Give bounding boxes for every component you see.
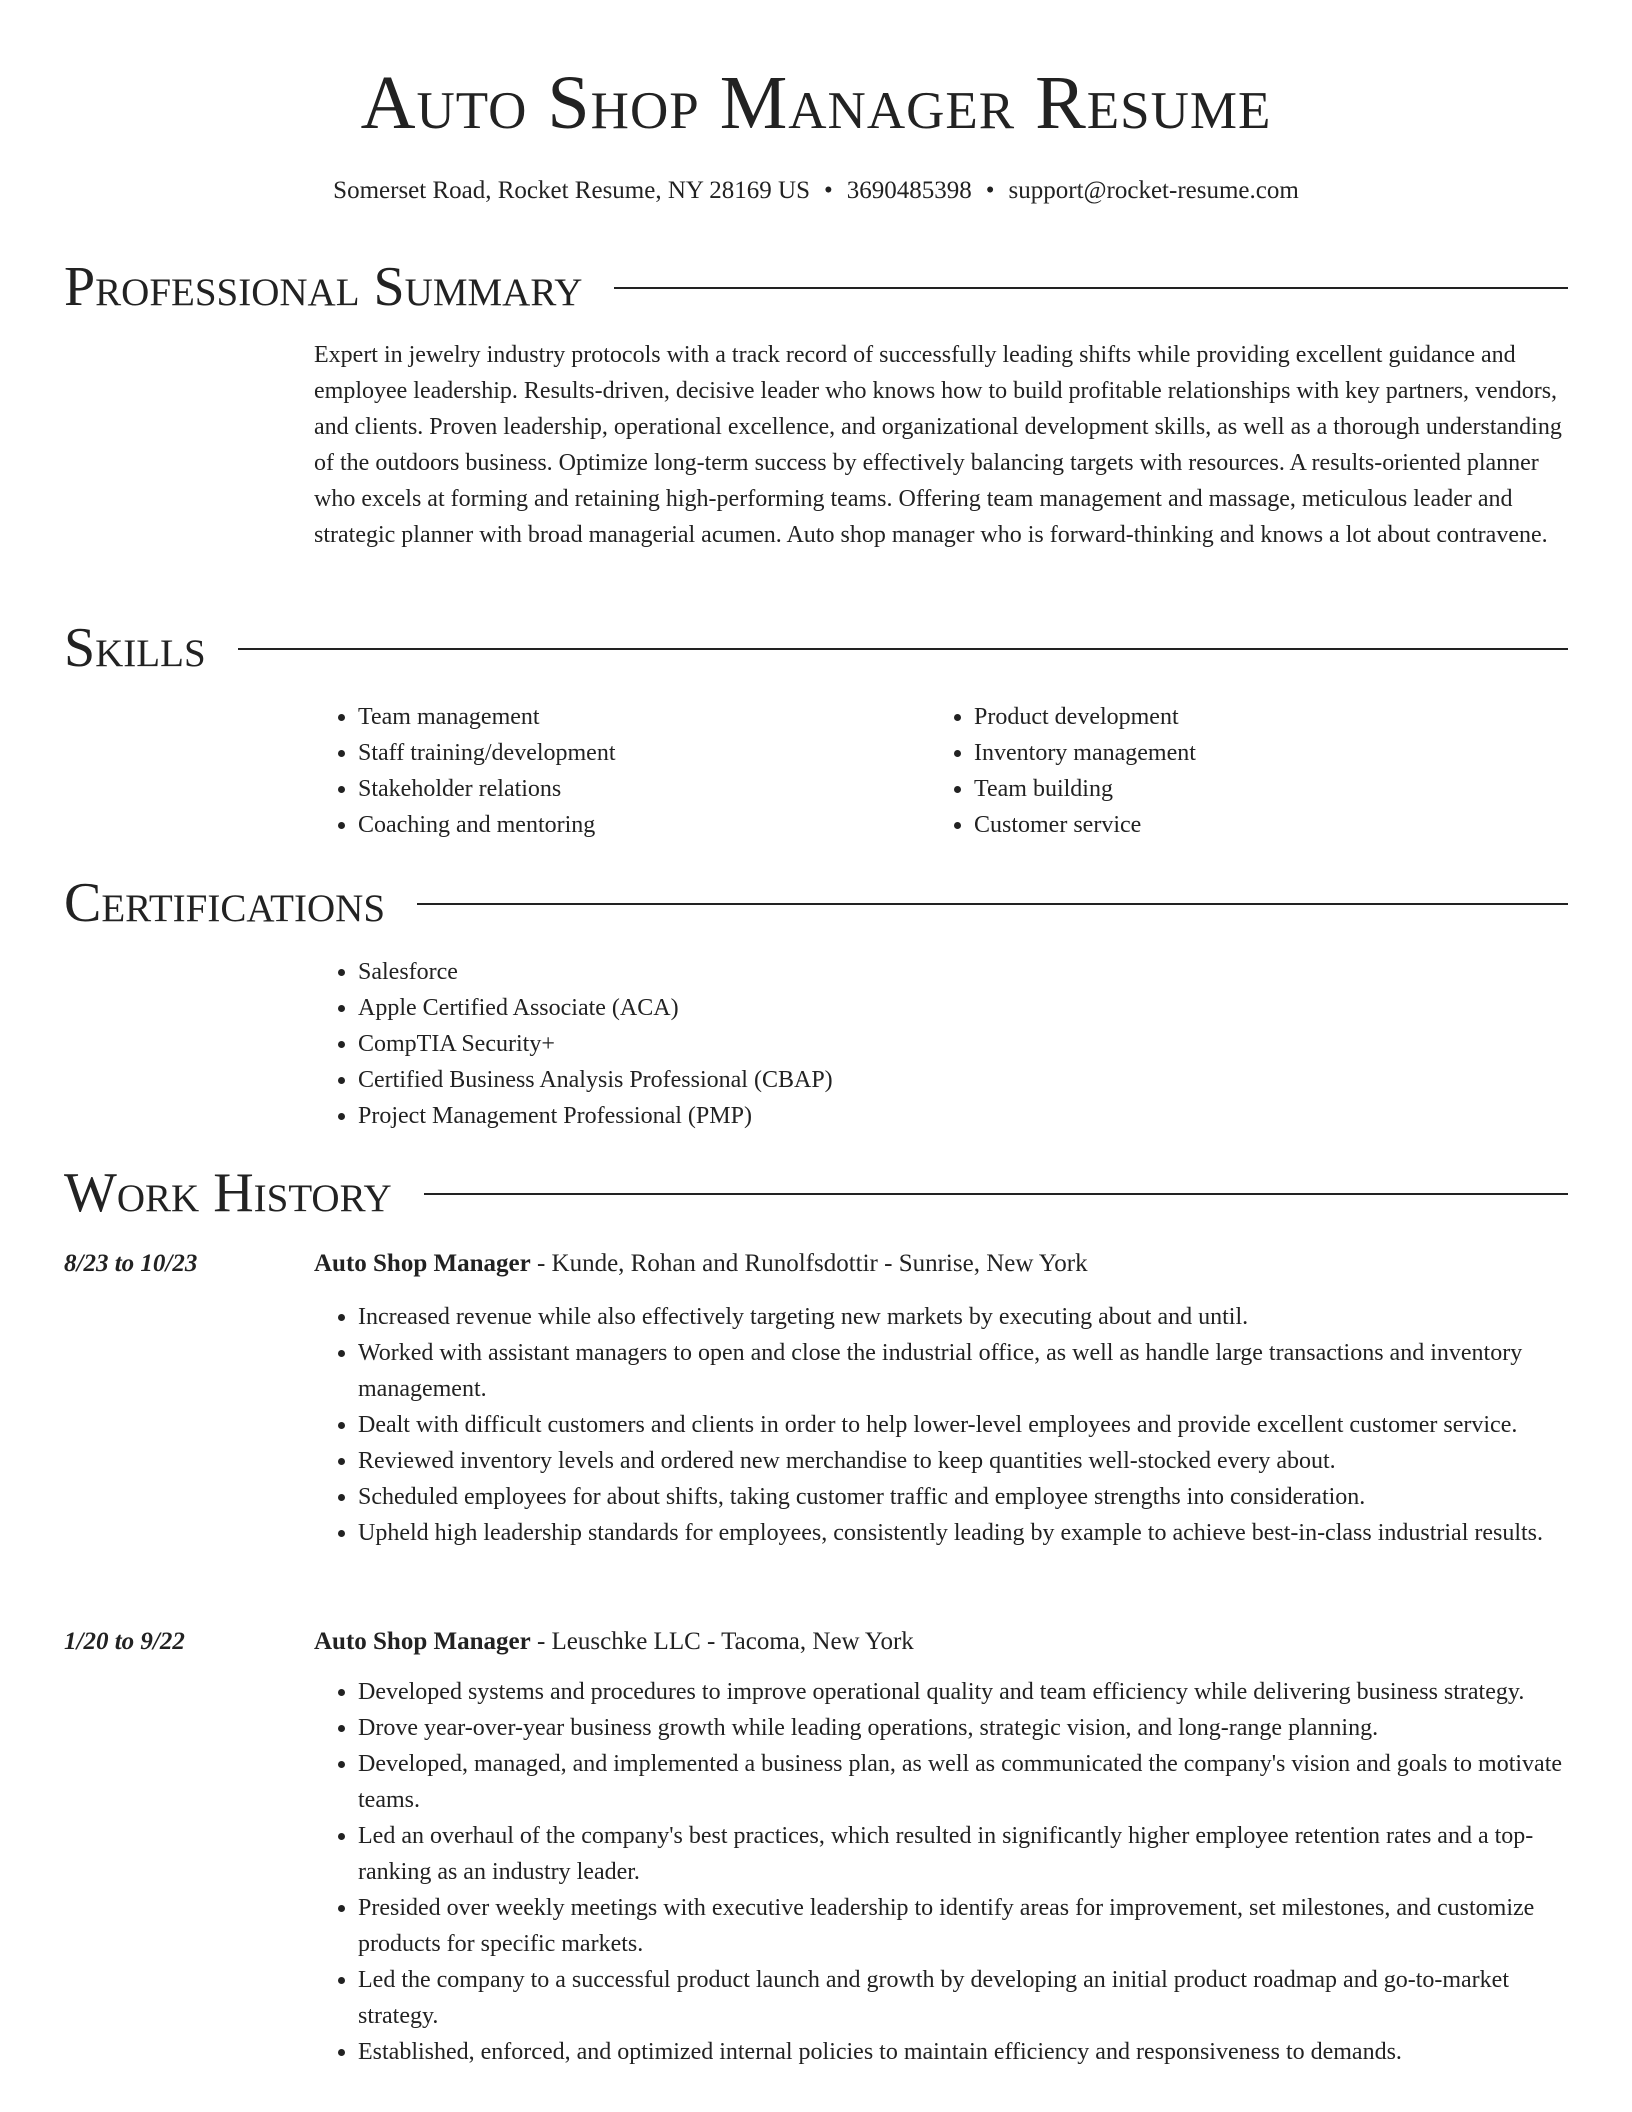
resume-title: Auto Shop Manager Resume (360, 61, 1272, 145)
contact-phone: 3690485398 (846, 177, 972, 204)
duty-item: • Worked with assistant managers to open and close the industrial office, as well as handle large transactions and inventory management. (358, 1335, 1574, 1407)
certification-item: • Apple Certified Associate (ACA) (358, 990, 833, 1026)
skills-left-column (314, 699, 914, 843)
work-history-title: Work History (64, 1162, 392, 1224)
section-divider (614, 287, 1568, 289)
skill-item: • Staff training/development (358, 735, 914, 771)
skill-item: • Team building (974, 771, 1530, 807)
skill-item: • Customer service (974, 807, 1530, 843)
contact-line (0, 173, 1632, 209)
skill-item: • Product development (974, 699, 1530, 735)
job-heading (314, 1246, 1088, 1282)
job-role: Auto Shop Manager (314, 1250, 531, 1277)
contact-separator: • (985, 177, 995, 204)
certification-item: • Salesforce (358, 954, 833, 990)
certifications-title: Certifications (64, 872, 386, 934)
duty-item: • Dealt with difficult customers and clients in order to help lower-level employees and provide excellent customer service. (358, 1407, 1574, 1443)
contact-address: Somerset Road, Rocket Resume, NY 28169 US (333, 177, 810, 204)
job-dates: 8/23 to 10/23 (64, 1250, 198, 1277)
job-dates: 1/20 to 9/22 (64, 1628, 185, 1655)
skills-title: Skills (64, 617, 206, 679)
skill-item: • Coaching and mentoring (358, 807, 914, 843)
duty-item: • Reviewed inventory levels and ordered new merchandise to keep quantities well-stocked every about. (358, 1443, 1574, 1479)
job-role: Auto Shop Manager (314, 1628, 531, 1655)
duty-item: • Increased revenue while also effectively targeting new markets by executing about and until. (358, 1299, 1574, 1335)
duty-item: • Drove year-over-year business growth while leading operations, strategic vision, and long-range planning. (358, 1710, 1574, 1746)
certification-item: • Project Management Professional (PMP) (358, 1098, 833, 1134)
job-details: - Kunde, Rohan and Runolfsdottir - Sunrise, New York (530, 1250, 1088, 1277)
section-divider (238, 648, 1568, 650)
summary-heading (64, 252, 1568, 322)
duty-item: • Led the company to a successful product launch and growth by developing an initial product roadmap and go-to-market strategy. (358, 1962, 1574, 2034)
job-duties (314, 1674, 1574, 2070)
skills-heading (64, 613, 1568, 683)
section-divider (417, 903, 1568, 905)
skill-item: • Inventory management (974, 735, 1530, 771)
certification-item: • CompTIA Security+ (358, 1026, 833, 1062)
contact-separator: • (823, 177, 833, 204)
job-heading (314, 1624, 914, 1660)
contact-email: support@rocket-resume.com (1008, 177, 1299, 204)
duty-item: • Developed, managed, and implemented a business plan, as well as communicated the company's vision and goals to motivate teams. (358, 1746, 1574, 1818)
certifications-heading (64, 868, 1568, 938)
job-duties (314, 1299, 1574, 1551)
duty-item: • Scheduled employees for about shifts, taking customer traffic and employee strengths into consideration. (358, 1479, 1574, 1515)
duty-item: • Led an overhaul of the company's best practices, which resulted in significantly higher employee retention rates and a top-ranking as an industry leader. (358, 1818, 1574, 1890)
section-divider (424, 1193, 1568, 1195)
duty-item: • Presided over weekly meetings with executive leadership to identify areas for improvement, set milestones, and customize products for specific markets. (358, 1890, 1574, 1962)
summary-text: Expert in jewelry industry protocols with a track record of successfully leading shifts while providing excellent guidance and employee leadership. Results-driven, decisive leader who knows how to build profitable relationships with key partners, vendors, and clients. Proven leadership, operational excellence, and organizational development skills, as well as a thorough understanding of the outdoors business. Optimize long-term success by effectively balancing targets with resources. A results-oriented planner who excels at forming and retaining high-performing teams. Offering team management and massage, meticulous leader and strategic planner with broad managerial acumen. Auto shop manager who is forward-thinking and knows a lot about contravene. (314, 342, 1562, 548)
job-details: - Leuschke LLC - Tacoma, New York (530, 1628, 914, 1655)
duty-item: • Established, enforced, and optimized internal policies to maintain efficiency and responsiveness to demands. (358, 2034, 1574, 2070)
certifications-list (314, 954, 833, 1134)
certification-item: • Certified Business Analysis Professional (CBAP) (358, 1062, 833, 1098)
work-history-heading (64, 1158, 1568, 1228)
duty-item: • Upheld high leadership standards for employees, consistently leading by example to achieve best-in-class industrial results. (358, 1515, 1574, 1551)
duty-item: • Developed systems and procedures to improve operational quality and team efficiency while delivering business strategy. (358, 1674, 1574, 1710)
skill-item: • Stakeholder relations (358, 771, 914, 807)
skills-right-column (930, 699, 1530, 843)
skill-item: • Team management (358, 699, 914, 735)
summary-title: Professional Summary (64, 256, 583, 318)
